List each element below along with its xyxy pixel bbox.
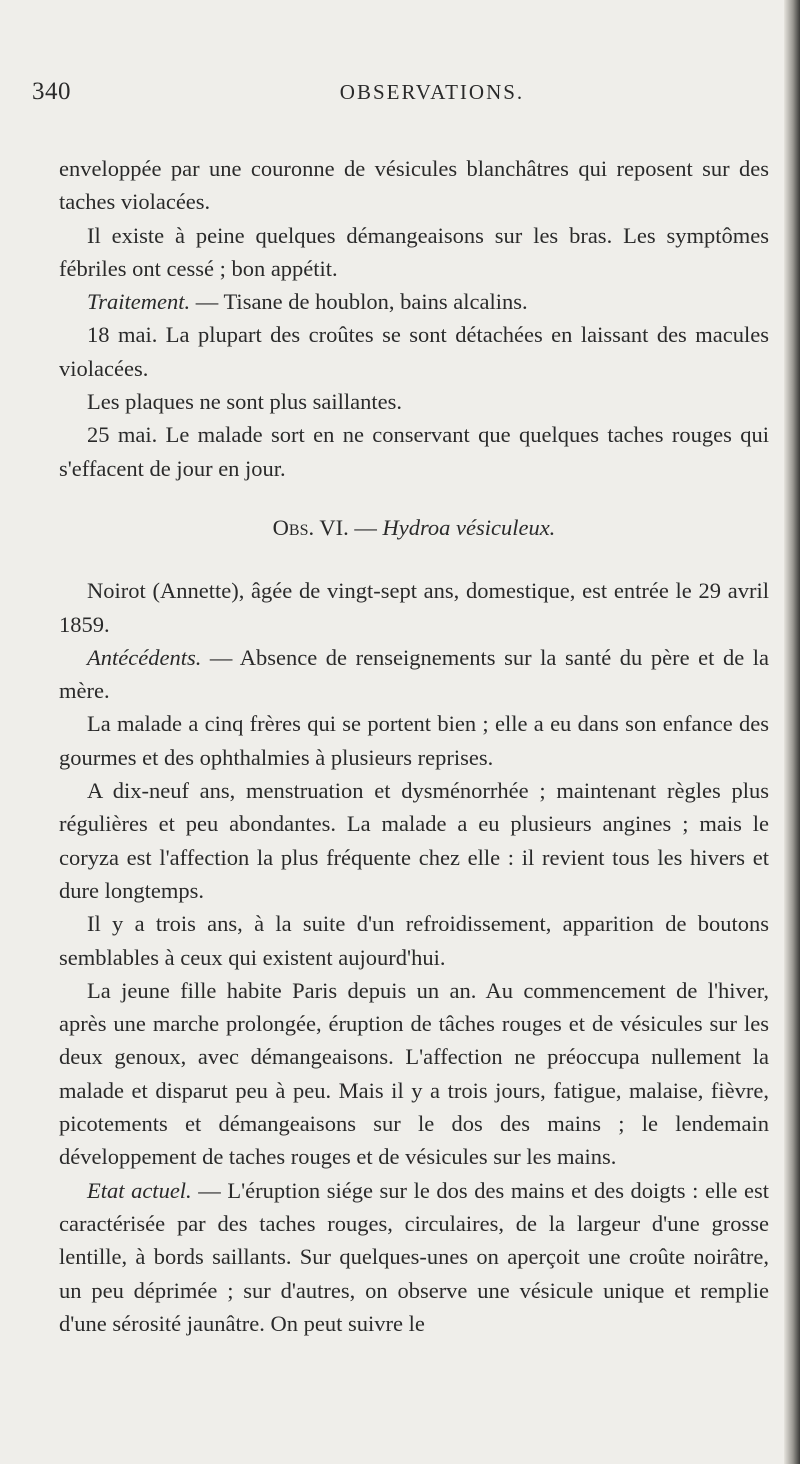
antecedents-label: Antécédents. bbox=[87, 644, 202, 670]
paragraph: A dix-neuf ans, menstruation et dysménorrhée ; maintenant règles plus régulières et peu abondantes. La malade a eu plusieurs angines ; mais le coryza est l'affection la plus fréquente chez elle : il revient tous les hivers et dure longtemps. bbox=[59, 778, 769, 903]
treatment-paragraph bbox=[59, 285, 769, 318]
paragraph: 18 mai. La plupart des croûtes se sont détachées en laissant des macules violacées. bbox=[59, 322, 769, 381]
paragraph: Il existe à peine quelques démangeaisons sur les bras. Les symptômes fébriles ont cessé ; bon appétit. bbox=[59, 222, 769, 281]
page-edge-shadow bbox=[784, 0, 800, 1464]
observation-title: Hydroa vésiculeux. bbox=[382, 514, 556, 540]
treatment-label: Traitement. bbox=[87, 289, 191, 315]
antecedents-text: — Absence de renseignements sur la santé du père et de la mère. bbox=[59, 644, 769, 704]
treatment-text: — Tisane de houblon, bains alcalins. bbox=[190, 289, 528, 315]
running-head: OBSERVATIONS. bbox=[339, 80, 525, 104]
observation-dash: — bbox=[348, 514, 383, 540]
current-state-text: — L'éruption siége sur le dos des mains et des doigts : elle est caractérisée par des taches rouges, circulaires, de la largeur d'une grosse lentille, à bords saillants. Sur quelques-unes on aperçoit une croûte noirâtre, un peu déprimée ; sur d'autres, on observe une vésicule unique et remplie d'une sérosité jaunâtre. On peut suivre le bbox=[59, 1177, 769, 1336]
paragraph: enveloppée par une couronne de vésicules blanchâtres qui reposent sur des taches violacées. bbox=[59, 156, 769, 215]
paragraph: 25 mai. Le malade sort en ne conservant que quelques taches rouges qui s'effacent de jour en jour. bbox=[59, 422, 769, 481]
antecedents-paragraph bbox=[59, 641, 769, 708]
paragraph: Il y a trois ans, à la suite d'un refroidissement, apparition de boutons semblables à ceux qui existent aujourd'hui. bbox=[59, 911, 769, 970]
patient-intro: Noirot (Annette), âgée de vingt-sept ans, domestique, est entrée le 29 avril 1859. bbox=[59, 578, 769, 637]
page-header bbox=[32, 78, 772, 114]
paragraph: Les plaques ne sont plus saillantes. bbox=[87, 389, 402, 415]
page-body bbox=[59, 152, 769, 1340]
paragraph: La jeune fille habite Paris depuis un an. Au commencement de l'hiver, après une marche prolongée, éruption de tâches rouges et de vésicules sur les deux genoux, avec démangeaisons. L'affection ne préoccupa nullement la malade et disparut peu à peu. Mais il y a trois jours, fatigue, malaise, fièvre, picotements et démangeaisons sur le dos des mains ; le lendemain développement de taches rouges et de vésicules sur les mains. bbox=[59, 977, 769, 1170]
current-state-label: Etat actuel. bbox=[87, 1177, 192, 1203]
current-state-paragraph bbox=[59, 1174, 769, 1340]
observation-number: Obs. VI. bbox=[272, 514, 349, 540]
observation-heading bbox=[59, 511, 769, 544]
paragraph: La malade a cinq frères qui se portent bien ; elle a eu dans son enfance des gourmes et des ophthalmies à plusieurs reprises. bbox=[59, 711, 769, 770]
page-number: 340 bbox=[32, 78, 71, 105]
